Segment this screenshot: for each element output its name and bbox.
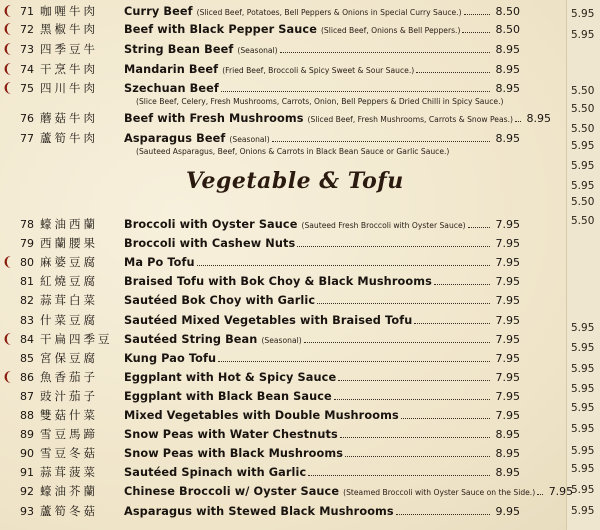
chinese-name: 宮保豆腐 — [40, 350, 98, 365]
menu-item — [0, 235, 520, 253]
dot-leader — [338, 380, 490, 381]
dish-price: 7.95 — [495, 409, 520, 422]
adjacent-page-price: 5.95 — [571, 322, 595, 334]
dish-line — [124, 80, 520, 97]
dish-line — [124, 3, 520, 20]
menu-item — [0, 503, 520, 521]
dish-description: (Sliced Beef, Onions & Bell Peppers.) — [320, 26, 461, 35]
dish-name: Ma Po Tofu — [124, 256, 195, 270]
menu-item — [0, 388, 520, 406]
dot-leader — [197, 265, 490, 266]
dot-leader — [434, 284, 490, 285]
item-number: 76 — [20, 112, 34, 125]
chili-pepper-icon: ❨ — [2, 62, 13, 77]
adjacent-page-price: 5.95 — [571, 160, 595, 172]
chili-pepper-icon: ❨ — [2, 255, 13, 271]
dish-name: Sautéed String Bean — [124, 332, 258, 346]
adjacent-page-price: 5.95 — [571, 505, 595, 517]
item-number: 85 — [20, 351, 34, 365]
adjacent-page-price: 5.50 — [571, 215, 595, 227]
dish-name: Sautéed Mixed Vegetables with Braised Tofu — [124, 313, 413, 327]
item-number: 71 — [20, 5, 34, 18]
dish-line — [124, 388, 520, 405]
dot-leader — [464, 14, 490, 15]
chinese-name: 魚香茄子 — [40, 369, 98, 384]
chili-pepper-icon: ❨ — [2, 331, 13, 347]
menu-item — [0, 21, 520, 39]
adjacent-page-price: 5.95 — [571, 140, 595, 152]
chinese-name: 咖喱牛肉 — [40, 4, 98, 18]
adjacent-page-price: 5.95 — [571, 484, 595, 496]
adjacent-page-price: 5.95 — [571, 180, 595, 192]
dish-line — [124, 503, 520, 520]
dot-leader — [280, 52, 490, 53]
dish-price: 7.95 — [495, 389, 520, 403]
adjacent-page-price: 5.95 — [571, 445, 595, 457]
dish-name: Mixed Vegetables with Double Mushrooms — [124, 409, 399, 422]
dot-leader — [537, 494, 543, 495]
dish-line — [124, 110, 551, 127]
menu-item — [0, 3, 520, 21]
chinese-name: 雪豆冬菇 — [40, 446, 98, 461]
dish-name: Asparagus with Stewed Black Mushrooms — [124, 504, 394, 518]
dish-price: 8.95 — [495, 82, 520, 95]
dot-leader — [340, 437, 490, 438]
menu-item — [0, 369, 520, 387]
chinese-name: 什菜豆腐 — [40, 312, 98, 327]
chili-pepper-icon: ❨ — [2, 369, 13, 385]
menu-item — [0, 331, 520, 349]
chinese-name: 四季豆牛 — [40, 42, 98, 56]
dot-leader — [345, 456, 490, 457]
dot-leader — [308, 475, 490, 476]
adjacent-page-price: 5.95 — [571, 363, 595, 375]
dish-name: Eggplant with Black Bean Sauce — [124, 389, 332, 403]
item-number: 88 — [20, 409, 34, 422]
chinese-name: 干烹牛肉 — [40, 62, 98, 76]
item-number: 89 — [20, 428, 34, 442]
dish-price: 8.95 — [495, 132, 520, 145]
dish-description: (Sliced Beef, Potatoes, Bell Peppers & Onions in Special Curry Sauce.) — [196, 8, 462, 17]
menu-item — [0, 292, 520, 310]
chinese-name: 西蘭腰果 — [40, 236, 98, 251]
chinese-name: 蒜茸菠菜 — [40, 465, 98, 480]
menu-item — [0, 61, 520, 79]
menu-item — [0, 110, 551, 128]
chinese-name: 蘆筍牛肉 — [40, 131, 98, 145]
item-number: 73 — [20, 43, 34, 56]
item-number: 84 — [20, 332, 34, 346]
item-number: 91 — [20, 466, 34, 480]
dish-line — [124, 273, 520, 290]
chili-pepper-icon: ❨ — [2, 22, 13, 37]
dish-price: 7.95 — [495, 294, 520, 308]
dish-line — [124, 21, 520, 38]
dot-leader — [515, 121, 521, 122]
dish-name: Sautéed Spinach with Garlic — [124, 466, 307, 480]
chinese-name: 雙菇什菜 — [40, 408, 98, 422]
dish-line — [124, 407, 520, 424]
dot-leader — [272, 141, 490, 142]
dish-name: Broccoli with Oyster Sauce — [124, 218, 298, 231]
dish-line — [124, 61, 520, 78]
adjacent-page-price: 5.95 — [571, 463, 595, 475]
dish-name: Broccoli with Cashew Nuts — [124, 237, 296, 251]
dish-line — [124, 445, 520, 462]
dish-name: Eggplant with Hot & Spicy Sauce — [124, 370, 337, 384]
dish-price: 8.50 — [495, 23, 520, 36]
dot-leader — [297, 246, 490, 247]
menu-item — [0, 483, 574, 501]
dish-description: (Seasonal) — [261, 335, 302, 345]
dish-line — [124, 483, 574, 500]
chinese-name: 蘆筍冬菇 — [40, 503, 98, 518]
dish-price: 7.95 — [495, 237, 520, 251]
dish-name: Mandarin Beef — [124, 63, 219, 76]
adjacent-page-price: 5.95 — [571, 342, 595, 354]
dish-line — [124, 41, 520, 58]
menu-item — [0, 407, 520, 425]
next-page-column — [566, 0, 600, 530]
dot-leader — [304, 342, 490, 343]
chinese-name: 麻婆豆腐 — [40, 255, 98, 270]
chinese-name: 紅燒豆腐 — [40, 274, 98, 289]
menu-item — [0, 254, 520, 272]
dot-leader — [221, 91, 490, 92]
item-number: 86 — [20, 370, 34, 384]
chinese-name: 四川牛肉 — [40, 81, 98, 95]
dish-name: Chinese Broccoli w/ Oyster Sauce — [124, 485, 340, 499]
dish-price: 7.95 — [548, 485, 574, 499]
adjacent-page-price: 5.95 — [571, 423, 595, 435]
dish-name: Szechuan Beef — [124, 82, 219, 95]
dish-description: (Sliced Beef, Fresh Mushrooms, Carrots & Snow Peas.) — [307, 115, 513, 124]
menu-item — [0, 41, 520, 59]
menu-item — [0, 273, 520, 291]
dish-line — [124, 235, 520, 252]
adjacent-page-price: 5.95 — [571, 29, 595, 41]
chinese-name: 黑椒牛肉 — [40, 22, 98, 36]
item-number: 90 — [20, 447, 34, 461]
dish-name: Kung Pao Tofu — [124, 351, 217, 365]
menu-item — [0, 216, 520, 234]
item-number: 78 — [20, 218, 34, 231]
dish-line — [124, 216, 520, 233]
dot-leader — [416, 72, 490, 73]
dish-line — [124, 292, 520, 309]
dish-line — [124, 254, 520, 271]
dish-line — [124, 130, 520, 147]
dish-price: 8.95 — [495, 428, 520, 442]
item-number: 79 — [20, 237, 34, 251]
dish-price: 7.95 — [495, 256, 520, 270]
dish-name: Curry Beef — [124, 5, 193, 18]
item-number: 87 — [20, 389, 34, 403]
dish-name: Braised Tofu with Bok Choy & Black Mushrooms — [124, 275, 432, 289]
dish-price: 7.95 — [495, 370, 520, 384]
dish-price: 8.95 — [495, 466, 520, 480]
dish-description: (Steamed Broccoli with Oyster Sauce on the Side.) — [343, 488, 536, 498]
dish-description: (Seasonal) — [229, 135, 270, 144]
dish-price: 7.95 — [495, 313, 520, 327]
dish-subdescription: (Sauteed Asparagus, Beef, Onions & Carrots in Black Bean Sauce or Garlic Sauce.) — [136, 147, 450, 156]
item-number: 77 — [20, 132, 34, 145]
dot-leader — [462, 32, 490, 33]
dish-price: 8.95 — [495, 43, 520, 56]
dish-line — [124, 369, 520, 386]
dish-price: 8.95 — [495, 447, 520, 461]
item-number: 82 — [20, 294, 34, 308]
dish-name: Beef with Fresh Mushrooms — [124, 112, 304, 125]
dish-subdescription: (Slice Beef, Celery, Fresh Mushrooms, Carrots, Onion, Bell Peppers & Dried Chilli in Spicy Sauce.) — [136, 97, 504, 106]
adjacent-page-price: 5.50 — [571, 85, 595, 97]
adjacent-page-price: 5.95 — [571, 402, 595, 414]
dish-price: 7.95 — [495, 275, 520, 289]
item-number: 72 — [20, 23, 34, 36]
chili-pepper-icon: ❨ — [2, 81, 13, 96]
dish-name: Snow Peas with Black Mushrooms — [124, 447, 344, 461]
dish-line — [124, 426, 520, 443]
dot-leader — [218, 361, 490, 362]
chinese-name: 干扁四季豆 — [40, 331, 113, 346]
dish-line — [124, 350, 520, 367]
chinese-name: 蘑菇牛肉 — [40, 111, 98, 125]
chinese-name: 蠔油芥蘭 — [40, 484, 98, 499]
dot-leader — [396, 514, 490, 515]
dish-price: 7.95 — [495, 351, 520, 365]
dot-leader — [468, 227, 490, 228]
menu-item — [0, 312, 520, 330]
menu-item — [0, 350, 520, 368]
dish-price: 8.50 — [495, 5, 520, 18]
dish-line — [124, 464, 520, 481]
menu-item — [0, 426, 520, 444]
dish-description: (Sauteed Fresh Broccoli with Oyster Sauce) — [301, 221, 466, 230]
dot-leader — [317, 303, 490, 304]
item-number: 83 — [20, 313, 34, 327]
item-number: 75 — [20, 82, 34, 95]
menu-item — [0, 445, 520, 463]
adjacent-page-price: 5.50 — [571, 103, 595, 115]
dish-name: Snow Peas with Water Chestnuts — [124, 428, 338, 442]
dot-leader — [414, 323, 490, 324]
chinese-name: 豉汁茄子 — [40, 388, 98, 403]
dish-price: 7.95 — [495, 332, 520, 346]
dish-name: String Bean Beef — [124, 43, 234, 56]
dish-name: Beef with Black Pepper Sauce — [124, 23, 317, 36]
item-number: 74 — [20, 63, 34, 76]
item-number: 93 — [20, 504, 34, 518]
dish-price: 8.95 — [495, 63, 520, 76]
dish-description: (Fried Beef, Broccoli & Spicy Sweet & Sour Sauce.) — [222, 66, 415, 75]
dish-name: Asparagus Beef — [124, 132, 226, 145]
dish-line — [124, 312, 520, 329]
dish-line — [124, 331, 520, 348]
adjacent-page-price: 5.95 — [571, 383, 595, 395]
dish-name: Sautéed Bok Choy with Garlic — [124, 294, 316, 308]
section-title: Vegetable & Tofu — [186, 168, 404, 194]
adjacent-page-price: 5.50 — [571, 123, 595, 135]
dish-price: 9.95 — [495, 504, 520, 518]
dish-price: 8.95 — [526, 112, 551, 125]
dot-leader — [334, 399, 490, 400]
dot-leader — [401, 418, 490, 419]
item-number: 92 — [20, 485, 34, 499]
dish-description: (Seasonal) — [237, 46, 278, 55]
chinese-name: 蠔油西蘭 — [40, 217, 98, 231]
chili-pepper-icon: ❨ — [2, 4, 13, 19]
chinese-name: 雪豆馬蹄 — [40, 427, 98, 442]
menu-item — [0, 464, 520, 482]
adjacent-page-price: 5.95 — [571, 8, 595, 20]
dish-price: 7.95 — [495, 218, 520, 231]
item-number: 81 — [20, 275, 34, 289]
item-number: 80 — [20, 256, 34, 270]
chili-pepper-icon: ❨ — [2, 42, 13, 57]
adjacent-page-price: 5.50 — [571, 196, 595, 208]
chinese-name: 蒜茸白菜 — [40, 293, 98, 308]
